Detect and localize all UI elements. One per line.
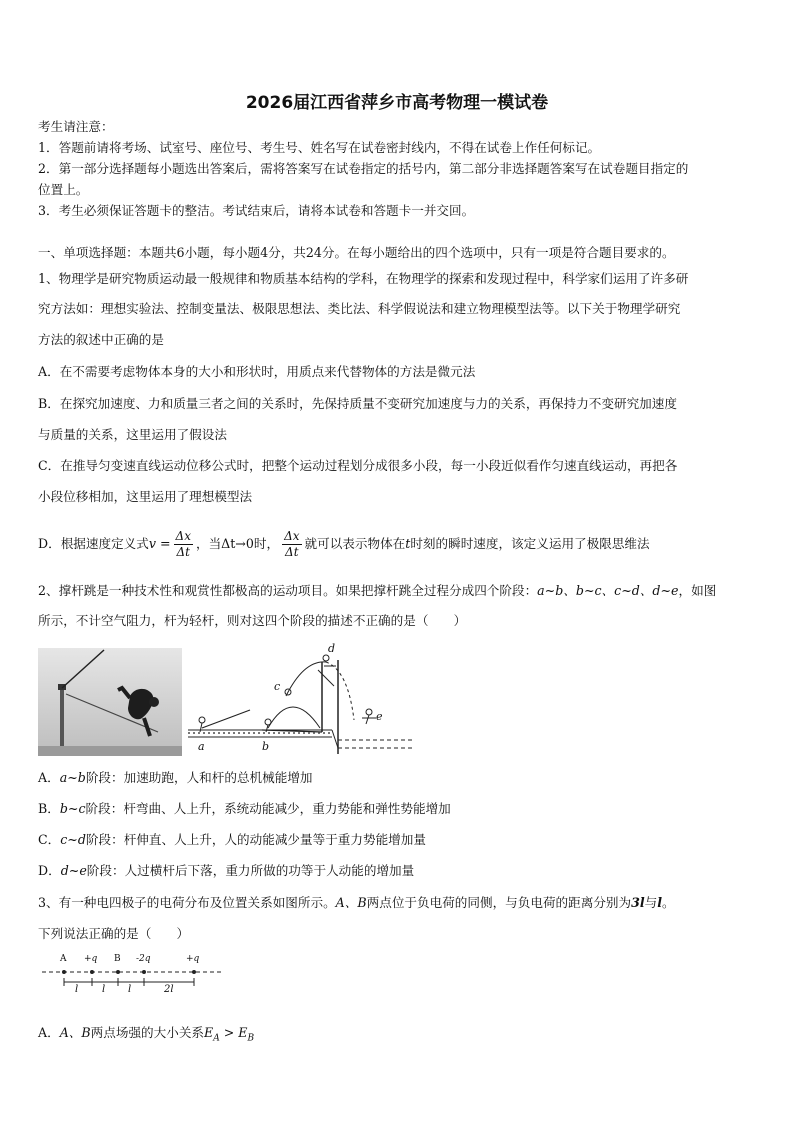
q2-b-label: B．	[38, 801, 60, 816]
notice-item-3: 3．考生必须保证答题卡的整洁。考试结束后，请将本试卷和答题卡一并交回。	[38, 203, 475, 218]
q1-stem-2: 究方法如：理想实验法、控制变量法、极限思想法、类比法、科学假说法和建立物理模型法等。以下关于物理学研究	[38, 301, 681, 316]
page-title: 2026届江西省萍乡市高考物理一模试卷	[245, 93, 549, 113]
q3-stem-2: 下列说法正确的是（ ）	[38, 926, 190, 941]
q3-stem-1e: 与	[644, 895, 658, 910]
q3-stem-1c: 两点位于负电荷的同侧，与负电荷的距离分别为	[366, 895, 632, 910]
dist-l-3: l	[128, 984, 132, 995]
q2-stem-1	[38, 582, 760, 600]
q3-stem-1	[38, 894, 760, 912]
q1-option-a: A．在不需要考虑物体本身的大小和形状时，用质点来代替物体的方法是微元法	[38, 364, 476, 379]
q2-a-label: A．	[38, 770, 60, 785]
q3-a-sub-b: B	[247, 1033, 255, 1044]
q3-stem-1-dist1: 3l	[631, 895, 645, 910]
quadrupole-diagram	[38, 952, 222, 1002]
q3-a-text: 两点场强的大小关系	[90, 1025, 204, 1040]
point-a-label: A	[60, 954, 67, 964]
q3-a-e: E	[204, 1025, 214, 1040]
q1-option-d	[38, 526, 760, 562]
charge-plus-q-2: +q	[186, 954, 200, 964]
q2-d-stage: d~e	[60, 863, 87, 878]
q2-option-c	[38, 831, 760, 849]
q1-option-c-2: 小段位移相加，这里运用了理想模型法	[38, 489, 253, 504]
q2-option-a	[38, 769, 760, 787]
q1-option-c-1: C．在推导匀变速直线运动位移公式时，把整个运动过程划分成很多小段，每一小段近似看作匀速直线运动，再把各	[38, 458, 678, 473]
q2-a-text: 阶段：加速助跑，人和杆的总机械能增加	[85, 770, 313, 785]
q2-d-text: 阶段：人过横杆后下落，重力所做的功等于人动能的增加量	[86, 863, 415, 878]
q1-d-frac1-num: Δx	[175, 529, 191, 543]
q1-d-frac2-den: Δt	[285, 545, 299, 559]
q1-stem-3: 方法的叙述中正确的是	[38, 332, 164, 347]
q1-d-frac2-num: Δx	[284, 529, 300, 543]
q1-d-fraction-1	[174, 529, 193, 560]
q3-a-sub-a: A	[213, 1033, 220, 1044]
pole-vault-photo	[38, 648, 182, 756]
q1-d-post-a: 就可以表示物体在	[304, 536, 406, 551]
charge-minus-2q: -2q	[136, 954, 151, 964]
q2-stem-2: 所示，不计空气阻力，杆为轻杆，则对这四个阶段的描述不正确的是（ ）	[38, 613, 467, 628]
q1-d-prefix: D．根据速度定义式	[38, 536, 149, 551]
fig-label-e: e	[376, 710, 383, 723]
q3-a-gt: > E	[219, 1025, 248, 1040]
q1-d-fraction-2	[282, 529, 301, 560]
q1-d-frac1-den: Δt	[176, 545, 190, 559]
q3-option-a	[38, 1024, 760, 1048]
q2-stem-1c: ，如图	[678, 583, 717, 598]
q3-a-label: A．	[38, 1025, 60, 1040]
q1-stem-1: 1、物理学是研究物质运动最一般规律和物质基本结构的学科，在物理学的探索和发现过程中，科学家们运用了许多研	[38, 271, 689, 286]
q2-stem-1a: 2、撑杆跳是一种技术性和观赏性都极高的运动项目。如果把撑杆跳全过程分成四个阶段：	[38, 583, 538, 598]
point-b-label: B	[114, 954, 121, 964]
fig-label-a: a	[198, 740, 205, 753]
q1-d-v: v =	[148, 536, 171, 551]
q2-d-label: D．	[38, 863, 61, 878]
q1-d-t: t	[405, 536, 411, 551]
notice-item-2-cont: 位置上。	[38, 182, 89, 197]
pole-vault-stages-diagram	[188, 640, 414, 758]
q2-stem-1-stages: a~b、b~c、c~d、d~e	[537, 583, 679, 598]
q1-d-mid: ，当Δt→0时，	[195, 536, 280, 551]
q2-a-stage: a~b	[59, 770, 86, 785]
q2-option-b	[38, 800, 760, 818]
q2-b-text: 阶段：杆弯曲、人上升，系统动能减少，重力势能和弹性势能增加	[85, 801, 451, 816]
notice-heading: 考生请注意：	[38, 119, 114, 134]
dist-l-2: l	[102, 984, 106, 995]
charge-plus-q-1: +q	[84, 954, 98, 964]
q2-c-text: 阶段：杆伸直、人上升，人的动能减少量等于重力势能增加量	[85, 832, 426, 847]
notice-item-1: 1．答题前请将考场、试室号、座位号、考生号、姓名写在试卷密封线内，不得在试卷上作任何标记。	[38, 140, 601, 155]
q1-d-post-b: 时刻的瞬时速度，该定义运用了极限思维法	[410, 536, 650, 551]
fig-label-d: d	[328, 642, 336, 655]
q3-stem-1-dist2: l	[657, 895, 663, 910]
q2-c-label: C．	[38, 832, 61, 847]
dist-2l: 2l	[164, 984, 174, 995]
q1-option-b-1: B．在探究加速度、力和质量三者之间的关系时，先保持质量不变研究加速度与力的关系，再保持力不变研究加速度	[38, 396, 677, 411]
fig-label-c: c	[274, 680, 281, 693]
q3-a-points: A、B	[59, 1025, 91, 1040]
q1-option-b-2: 与质量的关系，这里运用了假设法	[38, 427, 227, 442]
dist-l-1: l	[75, 984, 79, 995]
q3-stem-1g: 。	[662, 895, 675, 910]
q2-b-stage: b~c	[59, 801, 86, 816]
section-heading: 一、单项选择题：本题共6小题，每小题4分，共24分。在每小题给出的四个选项中，只有一项是符合题目要求的。	[38, 245, 675, 260]
q3-stem-1a: 3、有一种电四极子的电荷分布及位置关系如图所示。	[38, 895, 336, 910]
notice-item-2: 2．第一部分选择题每小题选出答案后，需将答案写在试卷指定的括号内，第二部分非选择题答案写在试卷题目指定的	[38, 161, 689, 176]
q2-option-d	[38, 862, 760, 880]
fig-label-b: b	[262, 740, 270, 753]
q3-stem-1-points: A、B	[335, 895, 367, 910]
q2-c-stage: c~d	[60, 832, 86, 847]
